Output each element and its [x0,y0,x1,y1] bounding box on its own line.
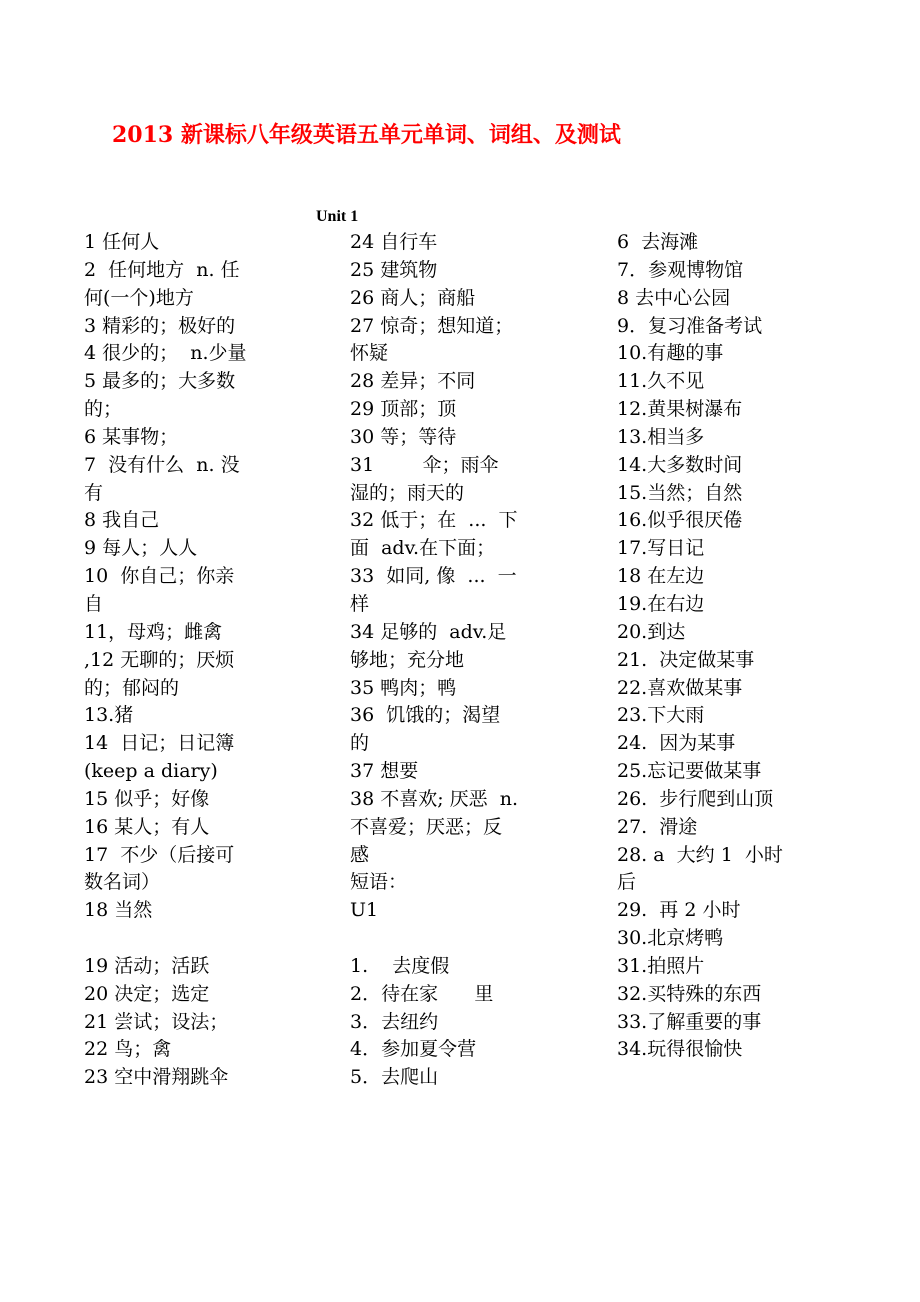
vocab-line: 32.买特殊的东西 [617,982,762,1005]
vocab-line: 5 最多的；大多数 [84,370,236,393]
vocab-line: 数名词） [84,871,161,894]
vocab-line: 38 不喜欢; 厌恶 n. [350,787,519,810]
vocab-line: 14.大多数时间 [617,453,743,476]
vocab-line: 19.在右边 [617,592,705,615]
vocab-line: 不喜爱；厌恶；反 [350,815,503,838]
vocab-line: 1 任何人 [84,231,160,253]
vocab-line: 7 没有什么 n. 没 [84,453,240,476]
vocab-line: 28. a 大约 1 小时 [617,843,783,866]
vocab-line [350,925,530,953]
vocab-line: 后 [617,871,637,894]
vocab-line: 16 某人；有人 [84,815,210,838]
vocab-line: ,12 无聊的；厌烦 [84,648,235,671]
vocab-line: 12.黄果树瀑布 [617,398,743,421]
vocab-line: 2 任何地方 n. 任 [84,258,240,281]
vocab-line: 26. 步行爬到山顶 [617,787,774,810]
vocab-line: 面 adv.在下面； [350,537,496,560]
vocab-line: 34 足够的 adv.足 [350,620,507,643]
vocab-line: 35 鸭肉；鸭 [350,676,457,699]
vocab-line: 18 当然 [84,899,153,922]
vocab-line: 34.玩得很愉快 [617,1038,743,1061]
vocab-line: 28 差异；不同 [350,370,476,393]
vocab-line: 32 低于；在 ... 下 [350,509,518,532]
vocab-line: 23 空中滑翔跳伞 [84,1066,229,1089]
vocab-line: 14 日记；日记簿 [84,732,235,755]
vocab-line: 20 决定；选定 [84,982,210,1005]
vocab-line [84,925,254,953]
vocab-line: 8 我自己 [84,509,160,532]
vocab-line: 4 很少的； n.少量 [84,342,247,365]
vocab-line: 27. 滑途 [617,815,698,838]
vocab-line: 样 [350,592,370,615]
vocab-line: 感 [350,843,370,866]
vocab-line: 22 鸟；禽 [84,1038,172,1061]
vocab-line: 10.有趣的事 [617,342,724,365]
vocab-line: 25 建筑物 [350,258,438,281]
vocab-line: 4．参加夏令营 [350,1038,477,1061]
vocab-line: 短语： [350,871,408,894]
vocab-line: 15 似乎；好像 [84,787,210,810]
vocab-line: 30.北京烤鸭 [617,927,724,950]
vocab-line: 7．参观博物馆 [617,258,744,281]
vocab-column-2 [350,229,530,1092]
vocab-line: 8 去中心公园 [617,286,731,309]
vocab-line: 18 在左边 [617,565,705,588]
vocab-line: 21. 决定做某事 [617,648,755,671]
vocab-line: 9 每人；人人 [84,537,198,560]
vocab-line: 36 饥饿的；渴望 [350,704,501,727]
vocab-line: 33.了解重要的事 [617,1010,762,1033]
vocab-line: 13.相当多 [617,425,705,448]
vocab-line: 24 自行车 [350,231,438,253]
vocab-line: 6 去海滩 [617,231,699,253]
vocab-line: 29 顶部；顶 [350,398,457,421]
vocab-line: (keep a diary) [84,760,218,783]
vocab-line: 37 想要 [350,760,419,783]
vocab-line: 31 伞；雨伞 [350,453,499,476]
vocab-line: 21 尝试；设法； [84,1010,229,1033]
vocab-line: 17 不少（后接可 [84,843,235,866]
vocab-column-3 [617,229,807,1064]
vocab-line: 13.猪 [84,704,134,727]
vocab-line: 31.拍照片 [617,954,705,977]
vocab-line: 够地；充分地 [350,648,465,671]
vocab-line: 3 精彩的；极好的 [84,314,236,337]
vocab-line: 9．复习准备考试 [617,314,763,337]
vocab-line: 22.喜欢做某事 [617,676,743,699]
vocab-line: 10 你自己；你亲 [84,565,235,588]
vocab-line: 17.写日记 [617,537,705,560]
vocab-line: 16.似乎很厌倦 [617,509,743,532]
vocab-line: 27 惊奇；想知道； [350,314,514,337]
vocab-line: 何(一个)地方 [84,286,194,309]
vocab-line: 3．去纽约 [350,1010,439,1033]
unit-heading: Unit 1 [316,208,359,225]
vocab-line: 有 [84,481,104,504]
vocab-line: 20.到达 [617,620,686,643]
vocab-line: 26 商人；商船 [350,286,476,309]
vocab-line: 1. 去度假 [350,954,450,977]
vocab-line: 怀疑 [350,342,389,365]
vocab-line: 33 如同, 像 ... 一 [350,565,517,588]
vocab-line: 2．待在家 里 [350,982,494,1005]
vocab-line: 自 [84,592,104,615]
document-title: 2013 新课标八年级英语五单元单词、词组、及测试 [112,122,621,148]
vocab-line: 11.久不见 [617,370,705,393]
vocab-line: 24. 因为某事 [617,732,736,755]
vocab-line: 的 [350,732,370,755]
vocab-line: 23.下大雨 [617,704,705,727]
vocab-line: 湿的；雨天的 [350,481,465,504]
vocab-line: 6 某事物； [84,425,179,448]
vocab-line: 30 等；等待 [350,425,457,448]
vocab-line: 19 活动；活跃 [84,954,210,977]
vocab-column-1 [84,229,254,1092]
vocab-line: U1 [350,899,379,922]
vocab-line: 5．去爬山 [350,1066,439,1089]
vocab-line: 的； [84,398,123,421]
vocab-line: 25.忘记要做某事 [617,760,762,783]
vocab-line: 29. 再 2 小时 [617,899,741,922]
vocab-line: 11，母鸡；雌禽 [84,620,223,643]
vocab-line: 的；郁闷的 [84,676,180,699]
vocab-line: 15.当然；自然 [617,481,743,504]
